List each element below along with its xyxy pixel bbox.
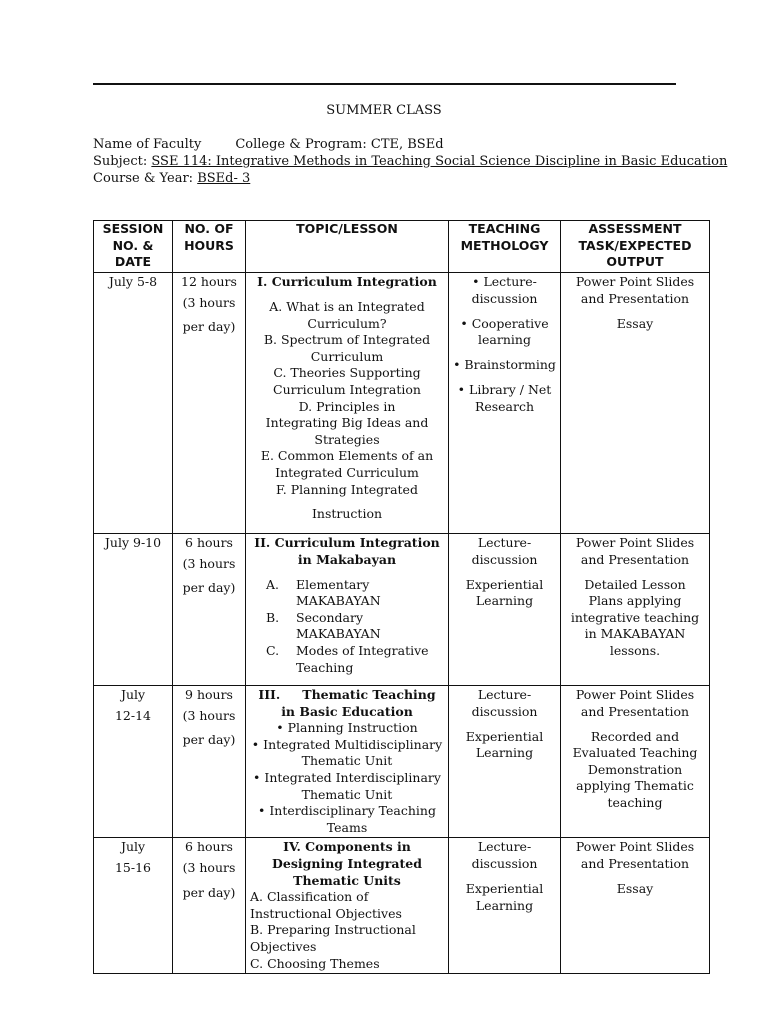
- hours-cell: 6 hours (3 hours per day): [173, 838, 246, 974]
- table-row: [94, 686, 710, 838]
- col-header-topic: TOPIC/LESSON: [246, 221, 449, 273]
- subject-label: Subject:: [93, 154, 148, 169]
- topic-title: III.: [258, 687, 281, 702]
- college-program: College & Program: CTE, BSEd: [235, 137, 444, 152]
- col-header-method: TEACHING METHOLOGY: [449, 221, 561, 273]
- col-header-session: SESSION NO. & DATE: [94, 221, 173, 273]
- table-row: [94, 838, 710, 974]
- session-date: July 9-10: [94, 534, 173, 686]
- col-header-hours: NO. OF HOURS: [173, 221, 246, 273]
- col-header-assessment: ASSESSMENT TASK/EXPECTED OUTPUT: [561, 221, 710, 273]
- assessment-cell: Power Point Slides and Presentation Essay: [561, 838, 710, 974]
- subject-value: SSE 114: Integrative Methods in Teaching Social Science Discipline in Basic Education: [151, 154, 728, 169]
- schedule-table: [93, 220, 710, 974]
- method-cell: Lecture- discussion Experiential Learning: [449, 838, 561, 974]
- method-cell: • Lecture- discussion • Cooperative learning • Brainstorming • Library / Net Research: [449, 273, 561, 534]
- hours-cell: 6 hours (3 hours per day): [173, 534, 246, 686]
- hours-cell: 9 hours (3 hours per day): [173, 686, 246, 838]
- course-year-label: Course & Year:: [93, 171, 194, 186]
- topic-cell: III. Thematic Teaching in Basic Education • Planning Instruction • Integrated Multidisciplinary Thematic Unit • Integrated Interdisciplinary Thematic Unit • Interdisciplinary Teaching Teams: [246, 686, 449, 838]
- topic-cell: I. Curriculum Integration A. What is an Integrated Curriculum? B. Spectrum of Integrated Curriculum C. Theories Supporting Curriculum Integration D. Principles in Integrating Big Ideas and Strategies E. Common Elements of an Integrated Curriculum F. Planning Integrated Instruction: [246, 273, 449, 534]
- course-year-line: [93, 171, 250, 186]
- page-title: SUMMER CLASS: [326, 103, 442, 118]
- table-row: [94, 534, 710, 686]
- assessment-cell: Power Point Slides and Presentation Detailed Lesson Plans applying integrative teaching in MAKABAYAN lessons.: [561, 534, 710, 686]
- assessment-cell: Power Point Slides and Presentation Essay: [561, 273, 710, 534]
- faculty-line: [93, 137, 444, 152]
- hours-cell: 12 hours (3 hours per day): [173, 273, 246, 534]
- topic-title: II. Curriculum Integration: [254, 535, 440, 550]
- topic-cell: IV. Components in Designing Integrated Thematic Units A. Classification of Instructional Objectives B. Preparing Instructional Objectives C. Choosing Themes: [246, 838, 449, 974]
- method-cell: Lecture- discussion Experiential Learning: [449, 686, 561, 838]
- topic-cell: II. Curriculum Integration in Makabayan A. Elementary MAKABAYAN B. Secondary MAKABAYAN C. Modes of Integrative Teaching: [246, 534, 449, 686]
- method-cell: Lecture- discussion Experiential Learning: [449, 534, 561, 686]
- table-row: [94, 273, 710, 534]
- table-header-row: [94, 221, 710, 273]
- assessment-cell: Power Point Slides and Presentation Recorded and Evaluated Teaching Demonstration applying Thematic teaching: [561, 686, 710, 838]
- subject-line: [93, 154, 727, 169]
- session-date: July 15-16: [94, 838, 173, 974]
- faculty-label: Name of Faculty: [93, 137, 202, 152]
- topic-title: I. Curriculum Integration: [257, 274, 437, 289]
- top-rule: [93, 83, 676, 85]
- topic-title: IV. Components in: [283, 839, 411, 855]
- session-date: July 5-8: [94, 273, 173, 534]
- course-year-value: BSEd- 3: [197, 171, 251, 186]
- session-date: July 12-14: [94, 686, 173, 838]
